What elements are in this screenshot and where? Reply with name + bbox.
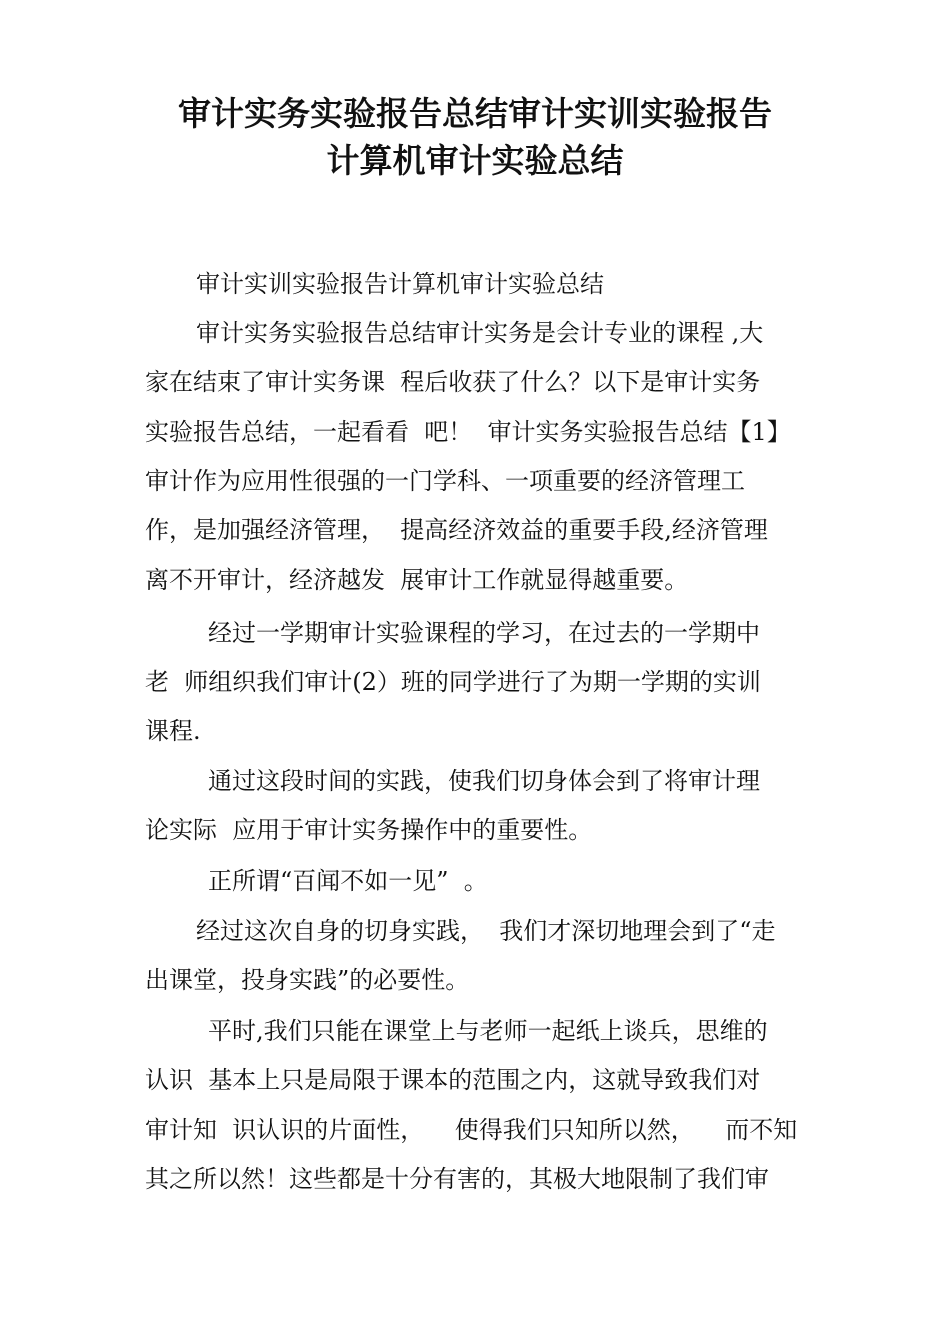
body-line: 审计作为应用性很强的一门学科、一项重要的经济管理工 — [145, 467, 745, 495]
body-line: 出课堂，投身实践”的必要性。 — [145, 966, 470, 994]
body-line: 平时,我们只能在课堂上与老师一起纸上谈兵，思维的 — [208, 1017, 768, 1045]
body-line: 作，是加强经济管理， 提高经济效益的重要手段,经济管理 — [145, 516, 768, 544]
body-line: 审计知 识认识的片面性， 使得我们只知所以然， 而不知 — [145, 1116, 798, 1144]
body-line: 课程. — [145, 717, 201, 745]
body-line: 论实际 应用于审计实务操作中的重要性。 — [145, 816, 593, 844]
body-line: 家在结束了审计实务课 程后收获了什么？以下是审计实务 — [145, 368, 761, 396]
body-line: 老 师组织我们审计(2）班的同学进行了为期一学期的实训 — [145, 668, 761, 696]
document-title-line-1: 审计实务实验报告总结审计实训实验报告 — [178, 94, 772, 133]
subtitle-line: 审计实训实验报告计算机审计实验总结 — [196, 270, 604, 298]
body-line: 离不开审计，经济越发 展审计工作就显得越重要。 — [145, 566, 689, 594]
body-line: 审计实务实验报告总结审计实务是会计专业的课程 ,大 — [196, 319, 764, 347]
body-line: 通过这段时间的实践，使我们切身体会到了将审计理 — [208, 767, 760, 795]
body-line: 其之所以然！这些都是十分有害的，其极大地限制了我们审 — [145, 1165, 769, 1193]
body-line: 实验报告总结，一起看看 吧！ 审计实务实验报告总结【1】 — [145, 418, 791, 446]
document-title-line-2: 计算机审计实验总结 — [326, 141, 624, 180]
body-line: 经过这次自身的切身实践， 我们才深切地理会到了“走 — [196, 917, 776, 945]
body-line: 认识 基本上只是局限于课本的范围之内，这就导致我们对 — [145, 1066, 761, 1094]
body-line: 正所谓“百闻不如一见” 。 — [208, 867, 488, 895]
body-line: 经过一学期审计实验课程的学习，在过去的一学期中 — [208, 619, 760, 647]
